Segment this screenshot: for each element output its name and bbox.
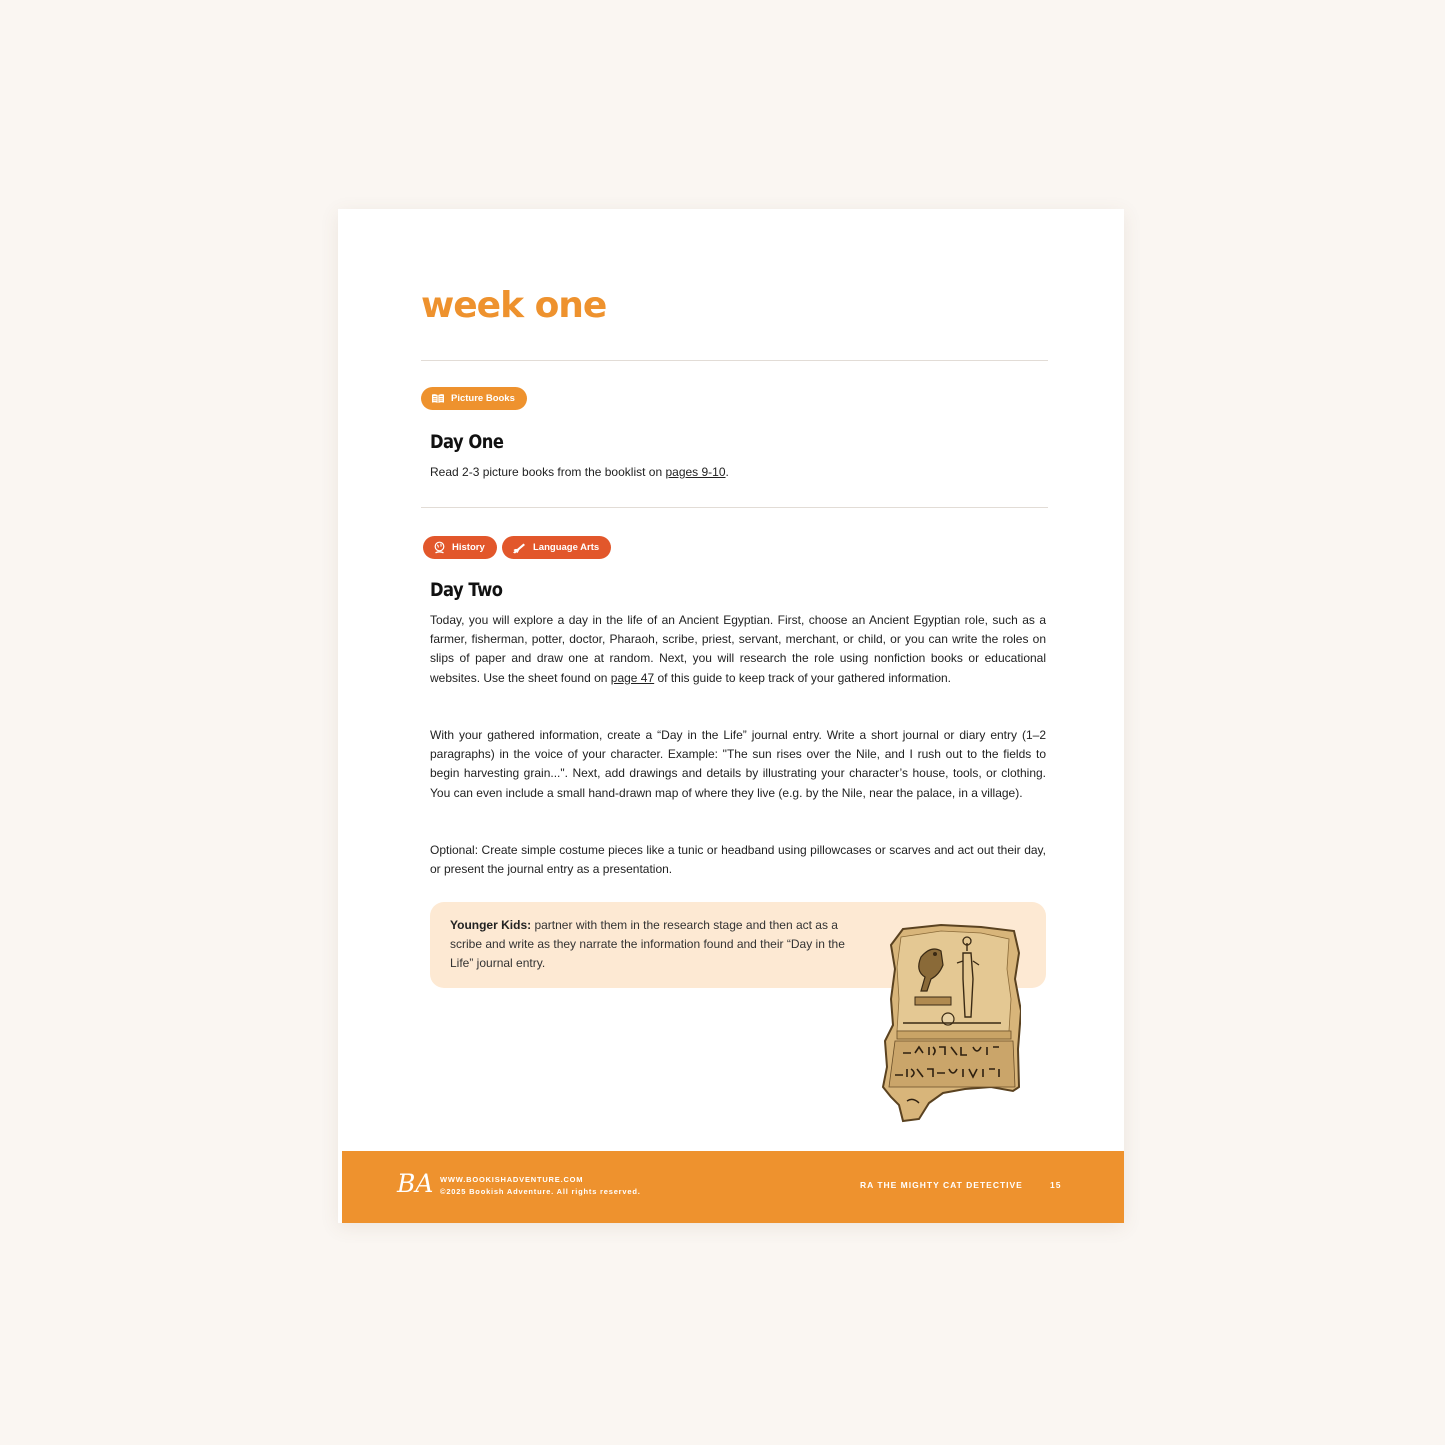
divider xyxy=(421,360,1048,361)
egyptian-stone-tablet-illustration xyxy=(881,919,1021,1124)
brand-logo: BA xyxy=(397,1169,434,1198)
tag-label: Picture Books xyxy=(451,393,515,404)
tag-language-arts xyxy=(502,536,611,559)
footer-book-title: RA THE MIGHTY CAT DETECTIVE xyxy=(860,1180,1023,1190)
globe-hand-icon xyxy=(433,541,446,554)
day-two-paragraph-1 xyxy=(430,611,1046,688)
callout-body: partner with them in the research stage and then act as a scribe and write as they narrate the information found and their “Day in the Life” journal entry. xyxy=(450,918,845,971)
tag-picture-books xyxy=(421,387,527,410)
day-two-heading: Day Two xyxy=(430,579,503,601)
writing-hand-icon xyxy=(512,542,527,554)
paragraph-text: Today, you will explore a day in the life of an Ancient Egyptian. First, choose an Ancient Egyptian role, such as a farmer, fisherman, potter, doctor, Pharaoh, scribe, priest, servant, merchant, or child, or you can write the roles on slips of paper and draw one at random. Next, you will research the role using nonfiction books or educational websites. Use the sheet found on xyxy=(430,613,1046,685)
paragraph-text: of this guide to keep track of your gathered information. xyxy=(654,670,952,685)
callout-text xyxy=(450,916,860,974)
day-one-heading: Day One xyxy=(430,431,504,453)
page-footer xyxy=(342,1151,1124,1223)
day-two-paragraph-2: With your gathered information, create a “Day in the Life” journal entry. Write a short journal or diary entry (1–2 paragraphs) in the voice of your character. Example: "The sun rises over the Nile, and I rush out to the fields to begin harvesting grain...". Next, add drawings and details by illustrating your character’s house, tools, or clothing. You can even include a small hand-drawn map of where they live (e.g. by the Nile, near the palace, in a village). xyxy=(430,728,1046,800)
day-two-paragraph-3: Optional: Create simple costume pieces like a tunic or headband using pillowcases or scarves and act out their day, or present the journal entry as a presentation. xyxy=(430,843,1046,877)
divider xyxy=(421,507,1048,508)
open-book-icon xyxy=(431,393,445,404)
booklist-pages-link[interactable]: pages 9-10 xyxy=(665,465,726,479)
day-one-text-end: . xyxy=(725,465,729,479)
footer-website: WWW.BOOKISHADVENTURE.COM xyxy=(440,1175,584,1184)
tag-label: History xyxy=(452,542,485,553)
page-number: 15 xyxy=(1050,1180,1062,1190)
callout-label: Younger Kids: xyxy=(450,918,532,932)
tag-history xyxy=(423,536,497,559)
day-one-text-start: Read 2-3 picture books from the booklist on xyxy=(430,465,666,479)
page-47-link[interactable]: page 47 xyxy=(610,670,655,685)
document-page xyxy=(338,209,1124,1223)
footer-copyright: ©2025 Bookish Adventure. All rights reserved. xyxy=(440,1187,641,1196)
tag-label: Language Arts xyxy=(533,542,600,553)
page-title: week one xyxy=(421,285,607,326)
day-one-text xyxy=(430,463,1046,482)
